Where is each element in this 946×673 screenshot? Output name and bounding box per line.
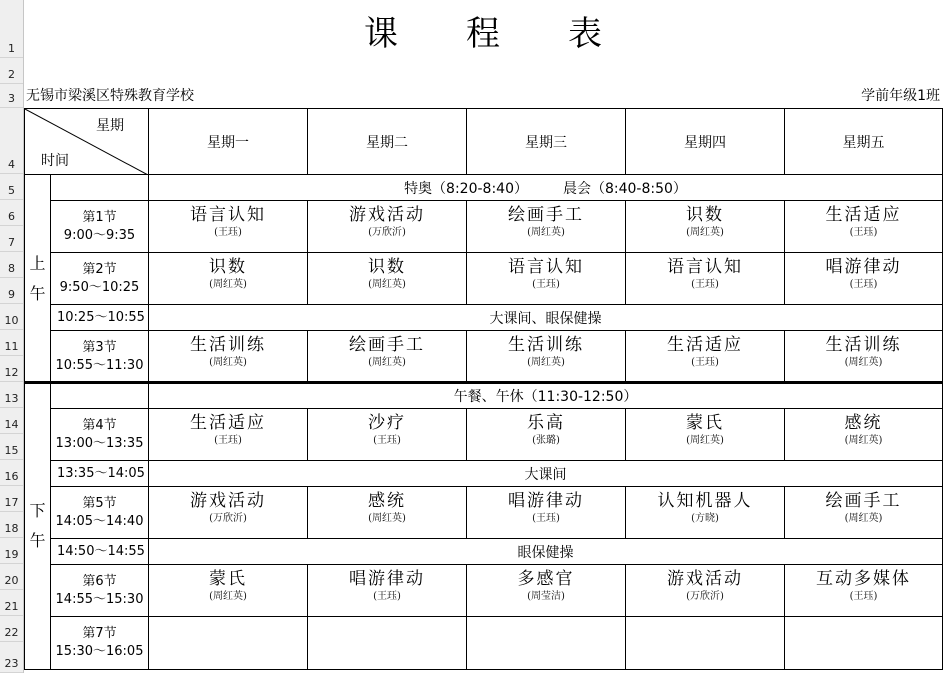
course-cell[interactable] <box>784 330 943 383</box>
course-teacher: (万欣沂) <box>368 227 406 238</box>
course-subject: 语言认知 <box>508 257 584 277</box>
period-name: 第7节 <box>82 626 117 641</box>
course-subject: 生活适应 <box>190 413 266 433</box>
break-activity-cell[interactable] <box>148 304 943 331</box>
course-cell[interactable] <box>307 330 467 383</box>
course-cell[interactable] <box>307 252 467 305</box>
course-teacher: (张璐) <box>532 435 560 446</box>
break-activity-cell[interactable] <box>148 382 943 409</box>
period-name: 第5节 <box>82 495 117 511</box>
course-cell[interactable] <box>466 200 626 253</box>
course-subject: 认知机器人 <box>657 491 753 511</box>
course-subject: 生活适应 <box>667 335 743 355</box>
course-subject: 沙疗 <box>368 413 406 433</box>
course-teacher: (方晓) <box>691 513 719 524</box>
row-number[interactable]: 2 <box>0 58 23 84</box>
course-cell[interactable] <box>148 486 308 539</box>
row-number[interactable]: 3 <box>0 84 23 108</box>
row-number[interactable]: 16 <box>0 460 23 486</box>
course-cell[interactable] <box>784 486 943 539</box>
course-subject: 游戏活动 <box>349 205 425 225</box>
afternoon-label: 午 <box>29 531 46 550</box>
row-number[interactable]: 18 <box>0 512 23 538</box>
course-subject: 游戏活动 <box>190 491 266 511</box>
course-teacher: (周红英) <box>368 357 406 368</box>
day-label: 星期四 <box>684 134 726 151</box>
afternoon-label: 下 <box>29 501 46 520</box>
break-activity: 大课间 <box>524 466 567 483</box>
morning-label-cell[interactable] <box>24 174 51 383</box>
period-cell[interactable] <box>50 330 149 383</box>
period-cell[interactable] <box>50 616 149 670</box>
course-teacher: (王珏) <box>691 357 719 368</box>
course-teacher: (周红英) <box>527 227 565 238</box>
course-teacher: (周莹洁) <box>527 591 565 602</box>
course-teacher: (周红英) <box>209 279 247 290</box>
period-cell[interactable] <box>50 200 149 253</box>
day-label: 星期二 <box>366 134 408 151</box>
course-cell[interactable] <box>625 252 785 305</box>
row-number[interactable]: 20 <box>0 564 23 590</box>
day-header-1[interactable] <box>148 108 308 175</box>
break-activity-cell[interactable] <box>148 460 943 487</box>
course-subject: 识数 <box>368 257 406 277</box>
course-cell[interactable] <box>784 564 943 617</box>
break-activity: 午餐、午休（11:30-12:50） <box>453 388 638 405</box>
course-teacher: (王珏) <box>849 227 878 238</box>
course-subject: 识数 <box>209 257 247 277</box>
course-cell[interactable] <box>784 200 943 253</box>
course-cell[interactable] <box>466 616 626 670</box>
course-teacher: (万欣沂) <box>686 591 724 602</box>
row-number[interactable]: 6 <box>0 200 23 226</box>
period-time: 13:00～13:35 <box>55 435 144 451</box>
course-subject: 游戏活动 <box>667 569 743 589</box>
course-subject: 语言认知 <box>667 257 743 277</box>
course-subject: 互动多媒体 <box>816 569 911 589</box>
period-time: 14:05～14:40 <box>55 513 144 529</box>
course-teacher: (王珏) <box>532 513 560 524</box>
course-teacher: (王珏) <box>373 591 401 602</box>
break-time: 13:35～14:05 <box>57 465 145 481</box>
page-title: 课 程 表 <box>364 13 602 54</box>
course-cell[interactable] <box>307 408 467 461</box>
day-label: 星期三 <box>525 134 567 151</box>
break-activity: 特奥（8:20-8:40） 晨会（8:40-8:50） <box>404 180 687 197</box>
period-time: 14:55～15:30 <box>55 591 144 607</box>
day-label: 星期五 <box>842 134 885 151</box>
period-cell[interactable] <box>50 408 149 461</box>
row-number[interactable]: 13 <box>0 382 23 408</box>
course-subject: 语言认知 <box>190 205 266 225</box>
day-header-2[interactable] <box>307 108 467 175</box>
course-subject: 唱游律动 <box>508 491 584 511</box>
course-teacher: (周红英) <box>209 357 247 368</box>
course-cell[interactable] <box>466 330 626 383</box>
course-subject: 唱游律动 <box>349 569 425 589</box>
period-cell[interactable] <box>50 486 149 539</box>
course-teacher: (王珏) <box>214 435 242 446</box>
row-number[interactable]: 14 <box>0 408 23 434</box>
period-name: 第4节 <box>82 417 117 433</box>
period-time: 10:55～11:30 <box>55 357 144 373</box>
course-subject: 乐高 <box>527 413 565 433</box>
course-teacher: (王珏) <box>849 591 878 602</box>
break-activity-cell[interactable] <box>148 174 943 201</box>
course-subject: 识数 <box>686 205 724 225</box>
course-teacher: (万欣沂) <box>209 513 247 524</box>
course-subject: 绘画手工 <box>349 335 425 355</box>
course-teacher: (周红英) <box>686 227 724 238</box>
row-number[interactable]: 10 <box>0 304 23 330</box>
course-teacher: (周红英) <box>844 357 883 368</box>
row-number[interactable]: 8 <box>0 252 23 278</box>
corner-day-label: 星期 <box>96 118 124 134</box>
course-subject: 生活训练 <box>190 335 266 355</box>
row-number[interactable]: 7 <box>0 226 23 252</box>
period-time: 15:30～16:05 <box>55 644 144 659</box>
course-teacher: (周红英) <box>368 513 406 524</box>
course-subject: 感统 <box>844 413 883 433</box>
course-subject: 绘画手工 <box>508 205 584 225</box>
period-name: 第6节 <box>82 573 117 589</box>
timetable <box>24 108 942 669</box>
period-name: 第2节 <box>82 261 117 277</box>
corner-header-cell[interactable] <box>24 108 149 175</box>
course-subject: 唱游律动 <box>825 257 902 277</box>
course-subject: 蒙氏 <box>686 413 724 433</box>
row-number[interactable]: 15 <box>0 434 23 460</box>
day-header-4[interactable] <box>625 108 785 175</box>
row-header-column <box>0 0 24 673</box>
course-cell[interactable] <box>784 616 943 670</box>
course-cell[interactable] <box>784 252 943 305</box>
row-number[interactable]: 23 <box>0 642 23 673</box>
course-cell[interactable] <box>148 616 308 670</box>
break-activity: 眼保健操 <box>517 544 574 561</box>
school-name: 无锡市梁溪区特殊教育学校 <box>26 88 194 104</box>
course-cell[interactable] <box>307 200 467 253</box>
course-teacher: (王珏) <box>532 279 560 290</box>
row-number[interactable]: 21 <box>0 590 23 616</box>
course-teacher: (王珏) <box>214 227 242 238</box>
morning-label: 午 <box>29 283 46 303</box>
course-teacher: (王珏) <box>691 279 719 290</box>
afternoon-label-cell[interactable] <box>24 382 51 670</box>
course-cell[interactable] <box>625 330 785 383</box>
course-teacher: (周红英) <box>209 591 247 602</box>
row-number[interactable]: 12 <box>0 356 23 382</box>
break-activity-cell[interactable] <box>148 538 943 565</box>
course-cell[interactable] <box>466 564 626 617</box>
course-teacher: (周红英) <box>844 513 883 524</box>
class-name: 学前年级1班 <box>861 88 940 104</box>
course-subject: 生活适应 <box>825 205 902 225</box>
period-name: 第3节 <box>82 339 117 355</box>
course-cell[interactable] <box>466 486 626 539</box>
course-teacher: (王珏) <box>849 279 878 290</box>
half-day-divider <box>24 381 942 384</box>
corner-time-label: 时间 <box>41 153 69 169</box>
row-number[interactable]: 4 <box>0 108 23 174</box>
course-cell[interactable] <box>466 252 626 305</box>
day-header-3[interactable] <box>466 108 626 175</box>
row-number[interactable]: 1 <box>0 0 23 58</box>
break-time-cell[interactable] <box>50 304 149 331</box>
period-cell[interactable] <box>50 252 149 305</box>
row-number[interactable]: 5 <box>0 174 23 200</box>
course-teacher: (周红英) <box>844 435 883 446</box>
course-cell[interactable] <box>148 564 308 617</box>
course-cell[interactable] <box>307 486 467 539</box>
course-subject: 感统 <box>368 491 406 511</box>
course-teacher: (王珏) <box>373 435 401 446</box>
break-time-cell[interactable] <box>50 538 149 565</box>
course-cell[interactable] <box>148 252 308 305</box>
course-teacher: (周红英) <box>686 435 724 446</box>
course-cell[interactable] <box>148 200 308 253</box>
row-number[interactable]: 19 <box>0 538 23 564</box>
course-cell[interactable] <box>148 408 308 461</box>
course-cell[interactable] <box>307 564 467 617</box>
day-label: 星期一 <box>207 134 249 151</box>
course-cell[interactable] <box>148 330 308 383</box>
course-cell[interactable] <box>307 616 467 670</box>
break-time-cell[interactable] <box>50 460 149 487</box>
course-cell[interactable] <box>625 486 785 539</box>
course-subject: 蒙氏 <box>209 569 247 589</box>
break-time: 10:25～10:55 <box>57 309 145 325</box>
course-cell[interactable] <box>625 616 785 670</box>
row-number[interactable]: 9 <box>0 278 23 304</box>
course-cell[interactable] <box>466 408 626 461</box>
break-time-cell[interactable] <box>50 174 149 201</box>
period-cell[interactable] <box>50 564 149 617</box>
course-cell[interactable] <box>625 564 785 617</box>
row-number[interactable]: 11 <box>0 330 23 356</box>
day-header-5[interactable] <box>784 108 943 175</box>
course-subject: 生活训练 <box>825 335 902 355</box>
course-subject: 多感官 <box>517 569 575 589</box>
break-activity: 大课间、眼保健操 <box>489 310 602 327</box>
course-subject: 绘画手工 <box>825 491 902 511</box>
diagonal-line <box>25 109 148 175</box>
course-teacher: (周红英) <box>527 357 565 368</box>
period-name: 第1节 <box>82 209 117 225</box>
period-time: 9:50～10:25 <box>59 279 140 295</box>
course-cell[interactable] <box>625 200 785 253</box>
break-time: 14:50～14:55 <box>57 543 145 559</box>
row-number[interactable]: 17 <box>0 486 23 512</box>
course-subject: 生活训练 <box>508 335 584 355</box>
break-time-cell[interactable] <box>50 382 149 409</box>
course-cell[interactable] <box>784 408 943 461</box>
row-number[interactable]: 22 <box>0 616 23 642</box>
course-cell[interactable] <box>625 408 785 461</box>
course-teacher: (周红英) <box>368 279 406 290</box>
period-time: 9:00～9:35 <box>63 227 136 243</box>
morning-label: 上 <box>29 253 46 273</box>
